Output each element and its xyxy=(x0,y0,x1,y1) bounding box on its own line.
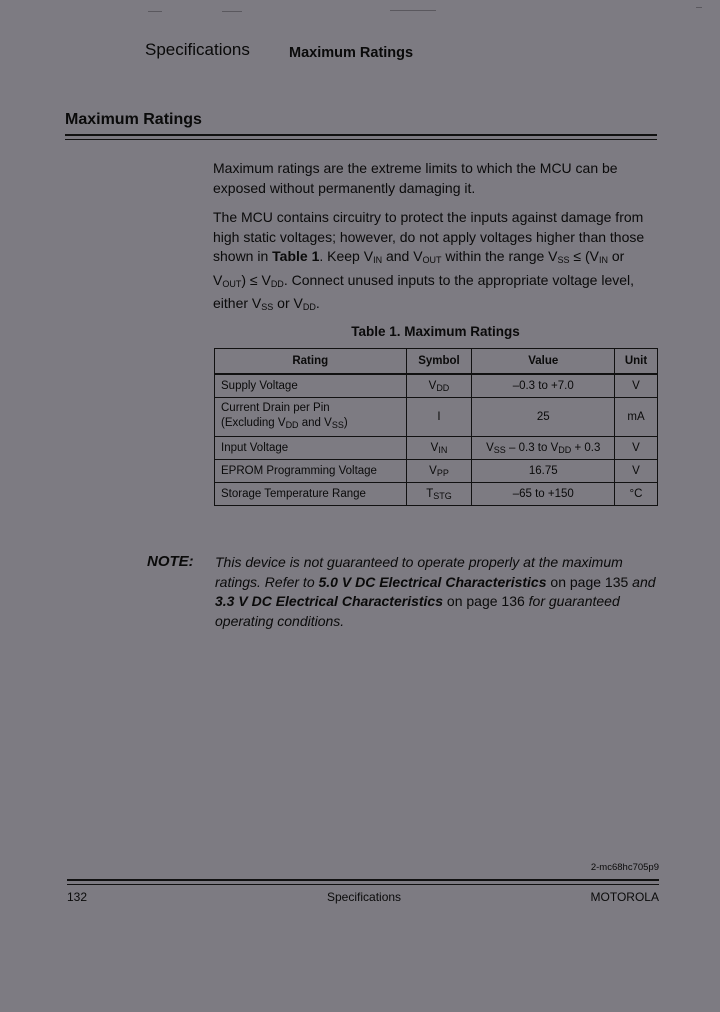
note-reference-link[interactable]: 5.0 V DC Electrical Characteristics xyxy=(318,573,547,590)
unit-cell: V xyxy=(615,437,658,460)
value-cell: 16.75 xyxy=(472,460,615,483)
rating-cell: Supply Voltage xyxy=(215,374,407,398)
table-header-row xyxy=(215,349,658,375)
rating-cell: EPROM Programming Voltage xyxy=(215,460,407,483)
table-row xyxy=(215,483,658,506)
table-caption: Table 1. Maximum Ratings xyxy=(351,324,520,339)
scan-artifact xyxy=(148,11,162,12)
column-header: Symbol xyxy=(406,349,472,375)
max-ratings-table xyxy=(214,348,658,506)
document-id: 2-mc68hc705p9 xyxy=(590,862,659,873)
column-header: Value xyxy=(472,349,615,375)
scan-artifact xyxy=(696,7,702,8)
value-cell: $V_{SS} - 0.3$ to $V_{DD} + 0.3$ xyxy=(472,437,615,460)
unit-cell: °C xyxy=(615,483,658,506)
symbol-cell: $V_{DD}$ xyxy=(406,374,472,398)
intro-paragraph-1: Maximum ratings are the extreme limits to which the MCU can be exposed without permanently damaging it. xyxy=(213,160,618,196)
symbol-cell: $T_{STG}$ xyxy=(406,483,472,506)
rating-cell: Storage Temperature Range xyxy=(215,483,407,506)
table-row xyxy=(215,437,658,460)
table-reference[interactable]: Table 1 xyxy=(272,248,320,264)
footer-rule-thin xyxy=(67,884,659,885)
value-cell: 25 xyxy=(472,398,615,437)
scan-artifact xyxy=(222,11,242,12)
column-header: Rating xyxy=(215,349,407,375)
column-header: Unit xyxy=(615,349,658,375)
table-row xyxy=(215,398,658,437)
header-section: Specifications xyxy=(145,40,250,59)
value-cell: –65 to +150 xyxy=(472,483,615,506)
symbol-cell: $V_{IN}$ xyxy=(406,437,472,460)
footer-rule xyxy=(67,879,659,881)
title-rule-thin xyxy=(65,139,657,140)
rating-cell: Input Voltage xyxy=(215,437,407,460)
note-label: NOTE: xyxy=(147,553,194,570)
value-cell: –0.3 to +7.0 xyxy=(472,374,615,398)
header-subsection: Maximum Ratings xyxy=(289,45,414,61)
rating-cell: Current Drain per Pin (Excluding $V_{DD}$ and $V_{SS}$) xyxy=(215,398,407,437)
table-row xyxy=(215,460,658,483)
page-number: 132 xyxy=(67,890,88,904)
footer-brand: MOTOROLA xyxy=(590,890,659,904)
scan-artifact xyxy=(390,10,436,11)
title-rule xyxy=(65,134,657,136)
footer-section: Specifications xyxy=(327,890,402,904)
intro-paragraph-2: The MCU contains circuitry to protect the inputs against damage from high static voltages; however, do not apply voltages higher than those shown in Table 1. Keep $V_{IN}$ and $V_{OUT}$ within the range $V_{SS} \le (V_{IN}$ or $V_{OUT}) \le V_{DD}$. Connect unused inputs to the appropriate voltage level, either $V_{SS}$ or $V_{DD}$. xyxy=(213,209,645,312)
note-reference-link[interactable]: 3.3 V DC Electrical Characteristics xyxy=(215,593,444,609)
table-row xyxy=(215,374,658,398)
symbol-cell: $V_{PP}$ xyxy=(406,460,472,483)
unit-cell: V xyxy=(615,374,658,398)
unit-cell: mA xyxy=(615,398,658,437)
symbol-cell: I xyxy=(406,398,472,437)
note-body: This device is not guaranteed to operate properly at the maximum ratings. Refer to 5.0 V DC Electrical Characteristics on page 135 and 3.3 V DC Electrical Characteristics on page 136 for guaranteed operating conditions. xyxy=(215,554,656,629)
unit-cell: V xyxy=(615,460,658,483)
section-title: Maximum Ratings xyxy=(65,111,202,128)
